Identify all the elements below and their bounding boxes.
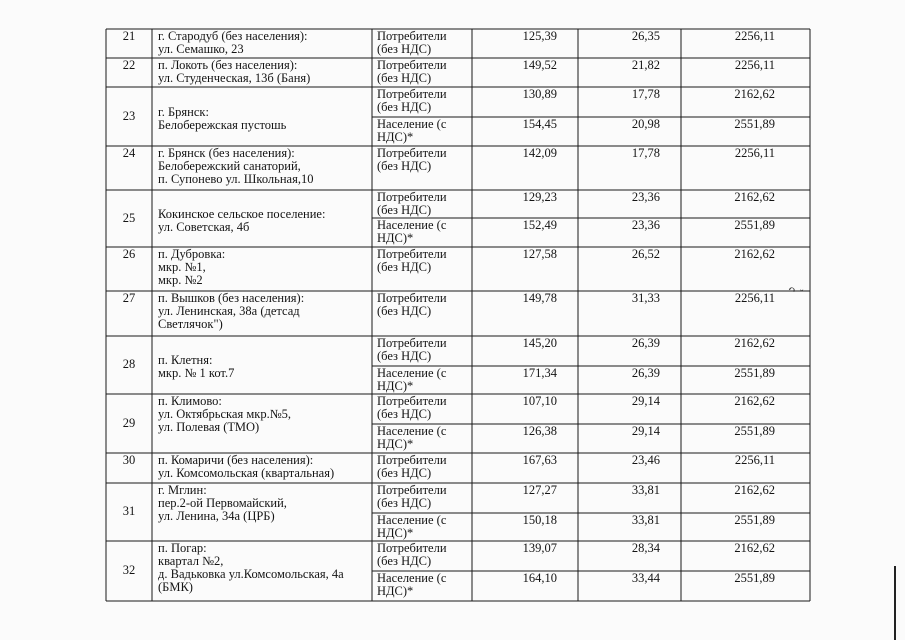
consumer-category-line: (без НДС) [377,496,432,510]
consumer-category-line: Потребители [377,483,447,497]
value-cell: 149,52 [522,58,557,72]
consumer-category-line: НДС)* [377,526,414,540]
location-line: г. Брянск (без населения): [158,146,295,160]
location-line: д. Вадьковка ул.Комсомольская, 4а [158,567,344,581]
consumer-category-line: Потребители [377,190,447,204]
location-line: ул. Октябрьская мкр.№5, [158,407,291,421]
consumer-category-line: Потребители [377,394,447,408]
consumer-category-line: (без НДС) [377,407,432,421]
value-cell: 2162,62 [734,336,775,350]
value-cell: 21,82 [631,58,660,72]
value-cell: 20,98 [631,117,660,131]
location-line: п. Климово: [158,394,222,408]
row-number: 31 [122,504,136,518]
row-number: 22 [122,58,136,72]
location-line: Белобережская пустошь [158,117,287,132]
value-cell: 164,10 [522,571,557,585]
value-cell: 23,36 [631,190,660,204]
consumer-category-line: Потребители [377,29,447,43]
row-number: 30 [122,453,136,467]
consumer-category-line: (без НДС) [377,260,432,274]
row-number: 24 [122,146,136,160]
consumer-category-line: Население (с [377,513,447,527]
row-number: 27 [122,291,136,305]
pen-tick-mark: ˇ [800,289,804,300]
location-line: п. Комаричи (без населения): [158,453,314,467]
value-cell: 2162,62 [734,247,775,261]
location-line: ул. Ленинская, 38а (детсад [158,304,300,318]
value-cell: 26,52 [631,247,660,261]
value-cell: 130,89 [522,87,557,101]
value-cell: 154,45 [522,117,557,131]
consumer-category-line: НДС)* [377,437,414,451]
consumer-category-line: Потребители [377,87,447,101]
row-number: 32 [122,563,136,577]
location-line: ул. Семашко, 23 [158,42,244,56]
consumer-category-line: НДС)* [377,130,414,144]
location-line: п. Локоть (без населения): [158,58,298,72]
location-line: г. Брянск: [158,104,209,119]
location-line: ул. Советская, 4б [158,219,250,234]
value-cell: 28,34 [631,541,660,555]
value-cell: 26,39 [631,336,660,350]
consumer-category-line: Потребители [377,453,447,467]
location-line: п. Погар: [158,541,207,555]
value-cell: 2162,62 [734,483,775,497]
value-cell: 17,78 [631,146,660,160]
location-line: Кокинское сельское поселение: [158,206,326,221]
value-cell: 171,34 [522,366,557,380]
value-cell: 2551,89 [734,218,775,232]
consumer-category-line: Население (с [377,424,447,438]
row-number: 26 [122,247,136,261]
value-cell: 127,58 [522,247,557,261]
consumer-category-line: (без НДС) [377,304,432,318]
consumer-category-line: Потребители [377,291,447,305]
value-cell: 167,63 [522,453,557,467]
consumer-category-line: Население (с [377,117,447,131]
location-line: пер.2-ой Первомайский, [158,496,287,510]
value-cell: 2162,62 [734,541,775,555]
consumer-category-line: (без НДС) [377,203,432,217]
value-cell: 2256,11 [734,58,775,72]
row-number: 29 [122,415,136,430]
value-cell: 33,81 [631,513,660,527]
consumer-category-line: НДС)* [377,584,414,598]
location-line: г. Мглин: [158,483,207,497]
value-cell: 17,78 [631,87,660,101]
value-cell: 29,14 [631,424,660,438]
consumer-category-line: (без НДС) [377,100,432,114]
value-cell: 31,33 [631,291,660,305]
consumer-category-line: НДС)* [377,231,414,245]
value-cell: 127,27 [522,483,557,497]
location-line: мкр. № 1 кот.7 [158,366,235,380]
value-cell: 149,78 [522,291,557,305]
location-line: ул. Полевая (ТМО) [158,420,260,434]
location-line: п. Супонево ул. Школьная,10 [158,172,314,186]
consumer-category-line: Население (с [377,218,447,232]
value-cell: 2551,89 [734,513,775,527]
value-cell: 129,23 [522,190,557,204]
value-cell: 139,07 [522,541,557,555]
value-cell: 2256,11 [734,29,775,43]
page-edge-line [894,566,896,640]
location-line: п. Клетня: [158,353,213,367]
value-cell: 152,49 [522,218,557,232]
row-number: 25 [122,210,136,225]
value-cell: 29,14 [631,394,660,408]
value-cell: 2551,89 [734,424,775,438]
location-line: мкр. №1, [158,260,206,274]
location-line: квартал №2, [158,554,224,568]
location-line: ул. Студенческая, 13б (Баня) [158,71,311,85]
location-line: п. Дубровка: [158,247,226,261]
value-cell: 33,81 [631,483,660,497]
consumer-category-line: (без НДС) [377,554,432,568]
value-cell: 26,39 [631,366,660,380]
consumer-category-line: (без НДС) [377,349,432,363]
value-cell: 145,20 [522,336,557,350]
value-cell: 142,09 [522,146,557,160]
value-cell: 2551,89 [734,366,775,380]
location-line: Белобережский санаторий, [158,159,301,173]
value-cell: 33,44 [631,571,660,585]
value-cell: 23,36 [631,218,660,232]
value-cell: 125,39 [522,29,557,43]
row-number: 23 [122,108,136,123]
value-cell: 2551,89 [734,571,775,585]
consumer-category-line: (без НДС) [377,42,432,56]
value-cell: 126,38 [522,424,557,438]
location-line: ул. Ленина, 34а (ЦРБ) [158,509,275,523]
value-cell: 2162,62 [734,190,775,204]
consumer-category-line: Потребители [377,146,447,160]
consumer-category-line: Население (с [377,366,447,380]
consumer-category-line: НДС)* [377,379,414,393]
consumer-category-line: (без НДС) [377,71,432,85]
location-line: г. Стародуб (без населения): [158,29,308,43]
value-cell: 2256,11 [734,453,775,467]
consumer-category-line: (без НДС) [377,466,432,480]
consumer-category-line: Население (с [377,571,447,585]
consumer-category-line: Потребители [377,336,447,350]
value-cell: 107,10 [522,394,557,408]
value-cell: 23,46 [631,453,660,467]
location-line: Светлячок") [158,317,223,331]
consumer-category-line: Потребители [377,247,447,261]
value-cell: 150,18 [522,513,557,527]
value-cell: 2162,62 [734,394,775,408]
location-line: п. Вышков (без населения): [158,291,305,305]
value-cell: 2551,89 [734,117,775,131]
handwritten-mark: ᴖ [785,282,799,299]
consumer-category-line: Потребители [377,541,447,555]
location-line: ул. Комсомольская (квартальная) [158,466,335,480]
consumer-category-line: Потребители [377,58,447,72]
value-cell: 2162,62 [734,87,775,101]
value-cell: 2256,11 [734,146,775,160]
location-line: (БМК) [158,580,193,594]
location-line: мкр. №2 [158,273,203,287]
value-cell: 26,35 [631,29,660,43]
value-cell: 2256,11 [734,291,775,305]
row-number: 28 [122,357,136,371]
row-number: 21 [122,29,136,43]
consumer-category-line: (без НДС) [377,159,432,173]
